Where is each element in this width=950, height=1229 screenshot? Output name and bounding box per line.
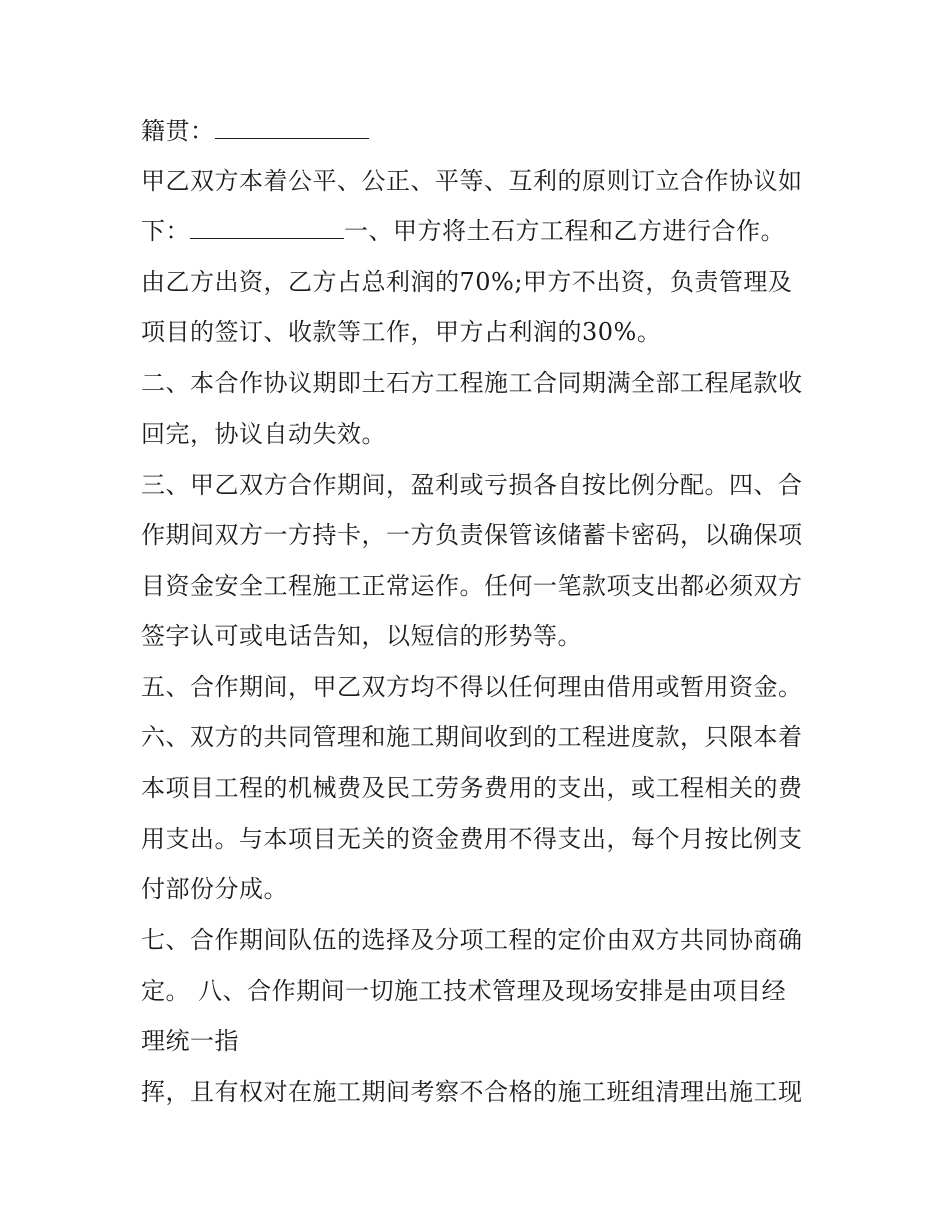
text-line: 作期间双方一方持卡，一方负责保管该储蓄卡密码，以确保项 [141, 521, 803, 549]
native-place-blank [215, 118, 369, 139]
text-line: 六、双方的共同管理和施工期间收到的工程进度款，只限本着 [141, 723, 803, 751]
text-line: 二、本合作协议期即土石方工程施工合同期满全部工程尾款收 [141, 369, 803, 397]
text-line-native-place [141, 114, 841, 148]
text-line: 挥，且有权对在施工期间考察不合格的施工班组清理出施工现 [141, 1078, 803, 1106]
agreement-intro-label: 下： [141, 217, 190, 245]
native-place-label: 籍贯： [141, 117, 215, 145]
text-line: 回完，协议自动失效。 [141, 420, 386, 448]
text-line: 用支出。与本项目无关的资金费用不得支出，每个月按比例支 [141, 825, 803, 853]
text-line: 由乙方出资，乙方占总利润的70%;甲方不出资，负责管理及 [141, 268, 793, 296]
text-line: 理统一指 [141, 1027, 239, 1055]
clause-1-text: 一、甲方将土石方工程和乙方进行合作。 [344, 217, 785, 245]
text-line: 定。 八、合作期间一切施工技术管理及现场安排是由项目经 [141, 977, 787, 1005]
text-line: 付部份分成。 [141, 875, 288, 903]
text-line: 三、甲乙双方合作期间，盈利或亏损各自按比例分配。四、合 [141, 471, 803, 499]
text-line: 本项目工程的机械费及民工劳务费用的支出，或工程相关的费 [141, 774, 803, 802]
agreement-blank [190, 218, 344, 239]
text-line-clause-1 [141, 214, 841, 248]
text-line: 项目的签订、收款等工作，甲方占利润的30%。 [141, 318, 662, 346]
text-line: 七、合作期间队伍的选择及分项工程的定价由双方共同协商确 [141, 926, 803, 954]
text-line: 甲乙双方本着公平、公正、平等、互利的原则订立合作协议如 [141, 167, 803, 195]
text-line: 目资金安全工程施工正常运作。任何一笔款项支出都必须双方 [141, 572, 803, 600]
text-line: 签字认可或电话告知，以短信的形势等。 [141, 622, 582, 650]
text-line: 五、合作期间，甲乙双方均不得以任何理由借用或暂用资金。 [141, 673, 803, 701]
